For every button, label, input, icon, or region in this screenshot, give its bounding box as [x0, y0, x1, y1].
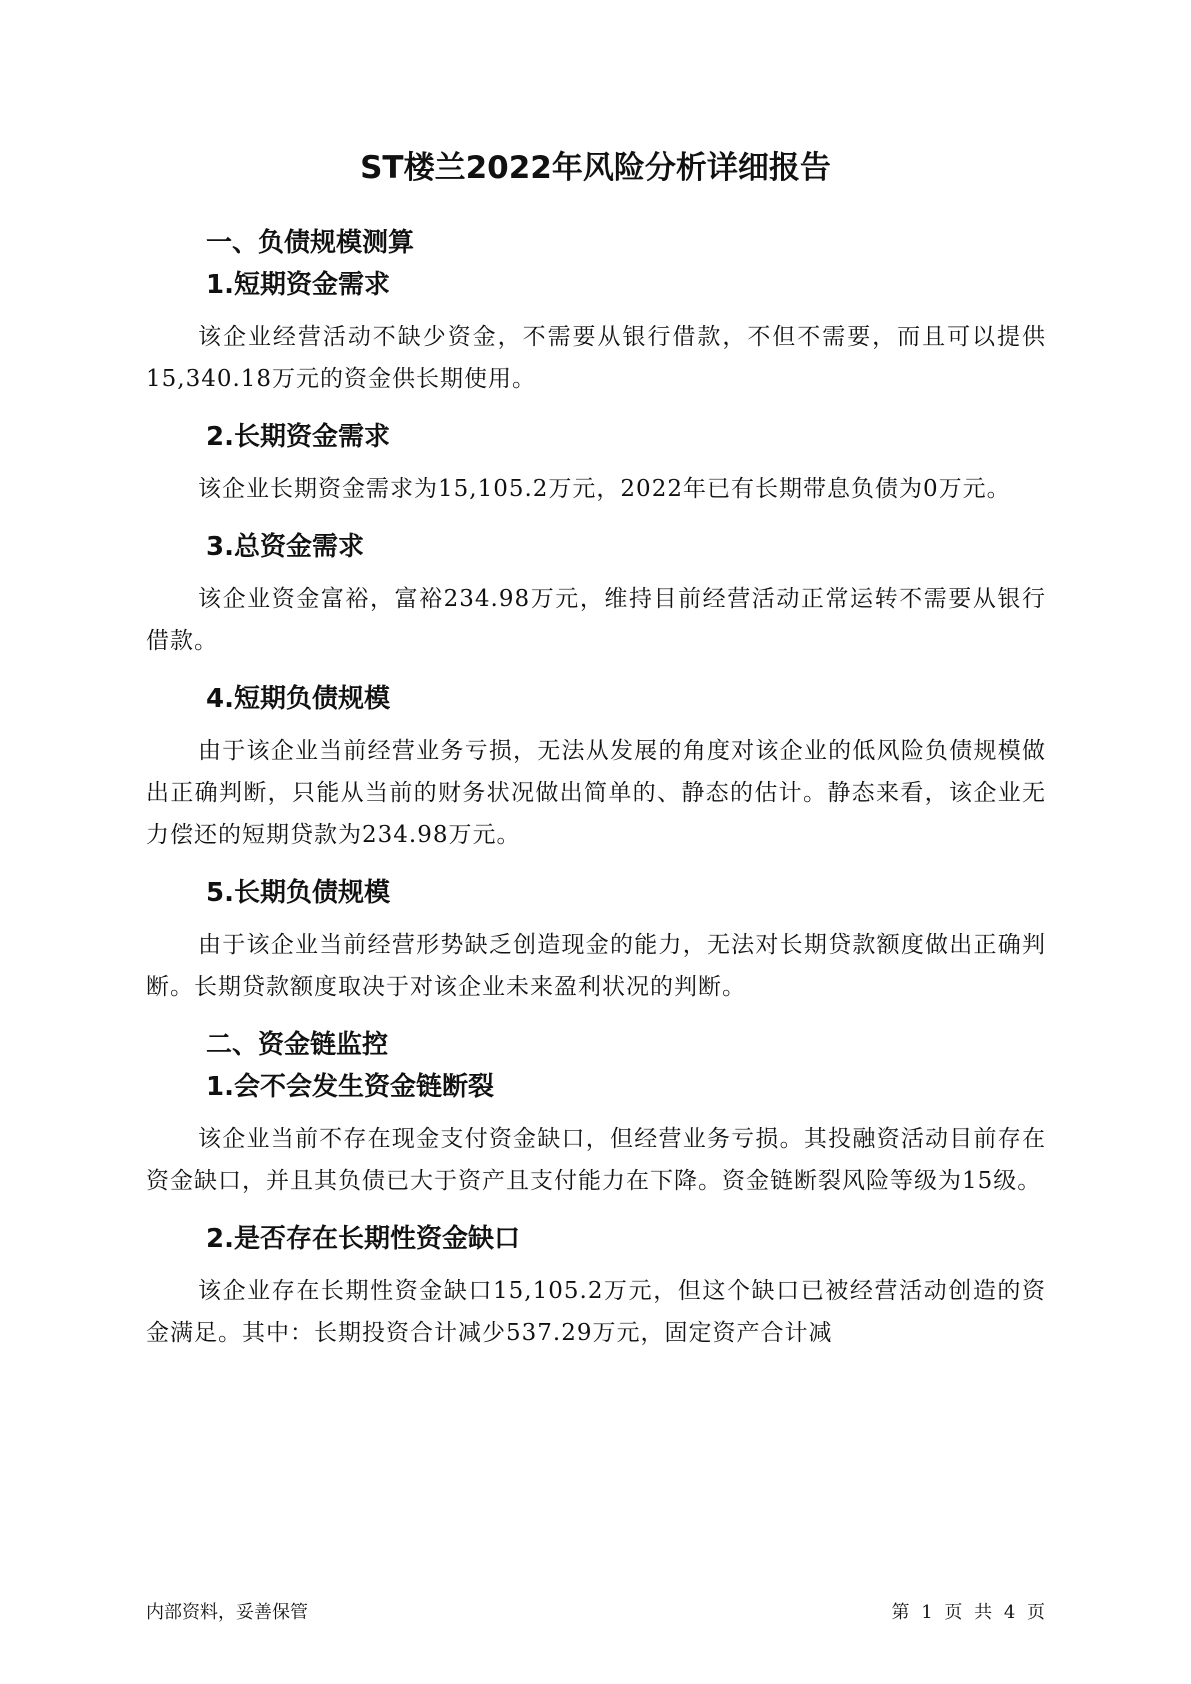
section-heading: 一、负债规模测算 [206, 228, 415, 258]
subsection-heading: 5.长期负债规模 [206, 878, 390, 908]
subsection-heading: 4.短期负债规模 [206, 684, 390, 714]
paragraph: 该企业存在长期性资金缺口15,105.2万元，但这个缺口已被经营活动创造的资金满足。其中：长期投资合计减少537.29万元，固定资产合计减 [146, 1278, 1046, 1346]
paragraph: 该企业当前不存在现金支付资金缺口，但经营业务亏损。其投融资活动目前存在资金缺口，并且其负债已大于资产且支付能力在下降。资金链断裂风险等级为15级。 [146, 1126, 1046, 1194]
paragraph: 由于该企业当前经营业务亏损，无法从发展的角度对该企业的低风险负债规模做出正确判断，只能从当前的财务状况做出简单的、静态的估计。静态来看，该企业无力偿还的短期贷款为234.98万元。 [146, 738, 1046, 848]
footer-confidential-note: 内部资料，妥善保管 [146, 1602, 308, 1623]
subsection-heading: 1.短期资金需求 [206, 270, 390, 300]
paragraph: 该企业资金富裕，富裕234.98万元，维持目前经营活动正常运转不需要从银行借款。 [146, 586, 1046, 654]
paragraph: 由于该企业当前经营形势缺乏创造现金的能力，无法对长期贷款额度做出正确判断。长期贷款额度取决于对该企业未来盈利状况的判断。 [146, 932, 1046, 1000]
paragraph: 该企业长期资金需求为15,105.2万元，2022年已有长期带息负债为0万元。 [198, 476, 1011, 502]
document-body [146, 222, 1046, 1370]
subsection-heading: 1.会不会发生资金链断裂 [206, 1072, 494, 1102]
subsection-heading: 2.是否存在长期性资金缺口 [206, 1224, 520, 1254]
document-title: ST楼兰2022年风险分析详细报告 [360, 150, 831, 186]
footer-page-number: 第 1 页 共 4 页 [891, 1602, 1045, 1623]
subsection-heading: 2.长期资金需求 [206, 422, 390, 452]
section-heading: 二、资金链监控 [206, 1030, 389, 1060]
paragraph: 该企业经营活动不缺少资金，不需要从银行借款，不但不需要，而且可以提供15,340.18万元的资金供长期使用。 [146, 324, 1046, 392]
subsection-heading: 3.总资金需求 [206, 532, 364, 562]
